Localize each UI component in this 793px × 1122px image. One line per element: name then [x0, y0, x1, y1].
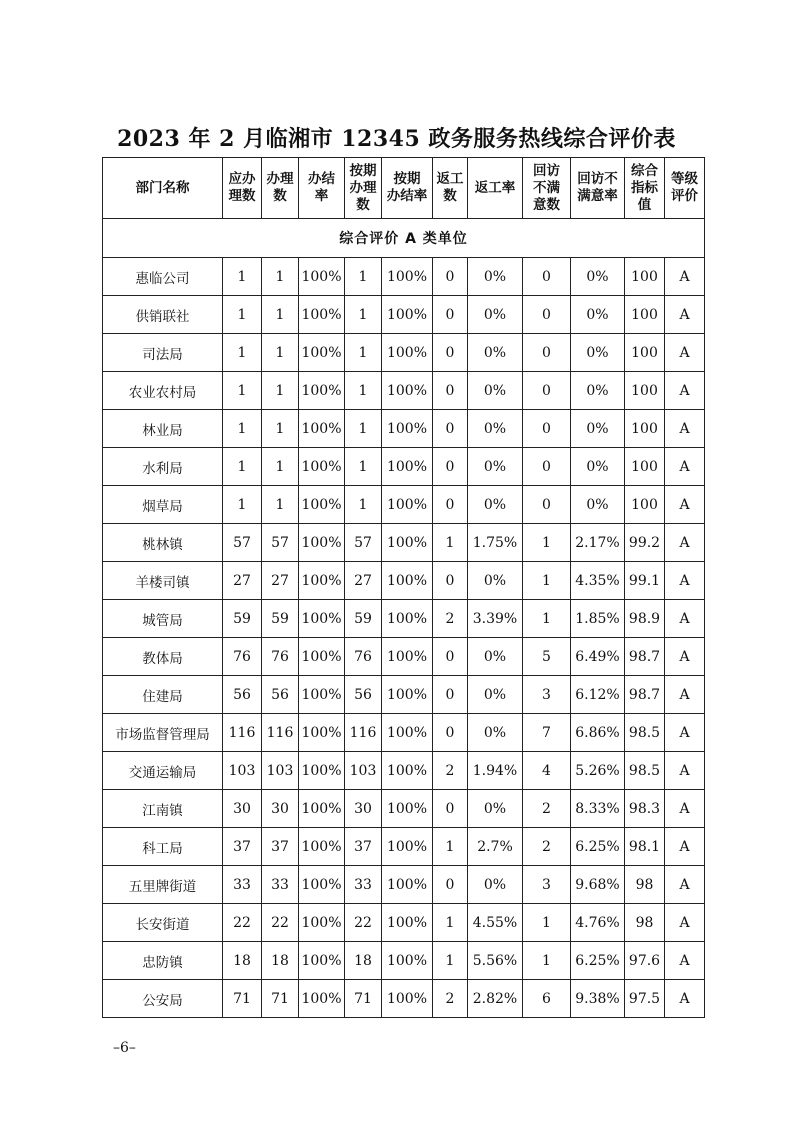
table-cell: 59: [223, 600, 262, 638]
table-cell: 76: [262, 638, 299, 676]
table-cell: 0: [433, 676, 468, 714]
table-cell: 1: [345, 258, 382, 296]
table-cell: 100%: [382, 600, 433, 638]
table-cell: A: [665, 638, 705, 676]
table-cell: 100%: [382, 828, 433, 866]
table-cell: 6.12%: [571, 676, 625, 714]
table-cell: 100%: [382, 448, 433, 486]
table-cell: 100%: [299, 866, 345, 904]
table-cell: 4.76%: [571, 904, 625, 942]
table-cell: 0%: [571, 410, 625, 448]
table-cell: 100%: [299, 904, 345, 942]
dept-name-cell: 市场监督管理局: [103, 714, 223, 752]
table-cell: 0: [523, 258, 571, 296]
dept-name-cell: 长安街道: [103, 904, 223, 942]
table-cell: 116: [262, 714, 299, 752]
table-cell: 33: [223, 866, 262, 904]
table-cell: 1: [262, 372, 299, 410]
table-cell: A: [665, 486, 705, 524]
table-cell: 100%: [299, 334, 345, 372]
table-cell: 100%: [299, 296, 345, 334]
table-cell: 100%: [299, 486, 345, 524]
table-cell: 2: [433, 752, 468, 790]
table-cell: 37: [345, 828, 382, 866]
table-cell: 1: [523, 942, 571, 980]
table-row: [103, 904, 705, 942]
table-cell: 1: [262, 448, 299, 486]
table-cell: 1: [345, 334, 382, 372]
table-row: [103, 942, 705, 980]
table-cell: A: [665, 562, 705, 600]
table-cell: 1.75%: [468, 524, 523, 562]
table-cell: 100%: [299, 676, 345, 714]
col-header-dept-name: 部门名称: [103, 158, 223, 219]
table-cell: 1: [223, 334, 262, 372]
table-row: [103, 752, 705, 790]
table-cell: 2: [523, 790, 571, 828]
table-cell: A: [665, 372, 705, 410]
col-header-grade: 等级 评价: [665, 158, 705, 219]
table-cell: 100%: [382, 790, 433, 828]
dept-name-cell: 江南镇: [103, 790, 223, 828]
table-cell: 100%: [299, 562, 345, 600]
table-cell: 100%: [299, 410, 345, 448]
table-row: [103, 562, 705, 600]
table-row: [103, 866, 705, 904]
table-cell: 0: [523, 486, 571, 524]
table-cell: 100%: [299, 714, 345, 752]
table-cell: 2: [523, 828, 571, 866]
table-cell: 103: [262, 752, 299, 790]
table-cell: 100%: [382, 334, 433, 372]
table-cell: 0: [433, 638, 468, 676]
table-cell: 57: [262, 524, 299, 562]
table-cell: 1: [345, 410, 382, 448]
table-cell: 2.82%: [468, 980, 523, 1018]
col-header-ontime-rate: 按期 办结率: [382, 158, 433, 219]
table-cell: 0%: [468, 258, 523, 296]
table-cell: 97.5: [625, 980, 665, 1018]
table-cell: 1: [345, 486, 382, 524]
table-cell: 1: [523, 562, 571, 600]
table-cell: 57: [223, 524, 262, 562]
table-cell: 1: [223, 296, 262, 334]
table-cell: 0%: [571, 296, 625, 334]
table-cell: 100%: [382, 638, 433, 676]
table-row: [103, 790, 705, 828]
table-cell: 0: [433, 562, 468, 600]
table-cell: 0: [433, 714, 468, 752]
table-cell: 22: [345, 904, 382, 942]
table-cell: 30: [262, 790, 299, 828]
table-cell: 4.55%: [468, 904, 523, 942]
table-cell: 56: [223, 676, 262, 714]
table-cell: 0: [523, 334, 571, 372]
table-cell: 0%: [468, 334, 523, 372]
table-row: [103, 638, 705, 676]
table-cell: 100%: [382, 866, 433, 904]
table-row: [103, 296, 705, 334]
table-cell: 2: [433, 600, 468, 638]
table-cell: A: [665, 980, 705, 1018]
dept-name-cell: 交通运输局: [103, 752, 223, 790]
table-cell: A: [665, 524, 705, 562]
table-cell: 0%: [468, 714, 523, 752]
table-cell: 1: [262, 258, 299, 296]
table-cell: 100%: [299, 524, 345, 562]
table-cell: 9.38%: [571, 980, 625, 1018]
table-cell: 37: [223, 828, 262, 866]
table-cell: 0: [523, 372, 571, 410]
dept-name-cell: 住建局: [103, 676, 223, 714]
table-cell: A: [665, 866, 705, 904]
table-cell: 2.7%: [468, 828, 523, 866]
table-cell: 0%: [571, 258, 625, 296]
table-cell: 56: [262, 676, 299, 714]
table-cell: 100%: [299, 942, 345, 980]
table-cell: A: [665, 334, 705, 372]
table-cell: A: [665, 296, 705, 334]
table-cell: 116: [223, 714, 262, 752]
table-cell: 116: [345, 714, 382, 752]
table-cell: 0: [523, 410, 571, 448]
section-row: [103, 219, 705, 258]
table-cell: 0%: [571, 486, 625, 524]
table-cell: 98.1: [625, 828, 665, 866]
table-row: [103, 714, 705, 752]
table-cell: 1: [523, 524, 571, 562]
table-cell: 100%: [299, 448, 345, 486]
table-cell: 0: [433, 258, 468, 296]
table-cell: 59: [345, 600, 382, 638]
table-cell: 0: [433, 296, 468, 334]
col-header-dissatisfied-rate: 回访不 满意率: [571, 158, 625, 219]
section-title: 综合评价 A 类单位: [103, 219, 705, 258]
table-cell: 99.2: [625, 524, 665, 562]
table-cell: 100%: [382, 524, 433, 562]
table-row: [103, 828, 705, 866]
table-cell: A: [665, 676, 705, 714]
table-cell: 0: [523, 296, 571, 334]
table-cell: 3: [523, 866, 571, 904]
table-cell: 1: [223, 258, 262, 296]
table-cell: 1: [223, 410, 262, 448]
table-cell: 5.56%: [468, 942, 523, 980]
table-cell: A: [665, 752, 705, 790]
table-cell: 0: [433, 372, 468, 410]
table-cell: 18: [223, 942, 262, 980]
table-cell: 1: [262, 296, 299, 334]
table-cell: A: [665, 904, 705, 942]
table-cell: 56: [345, 676, 382, 714]
table-cell: A: [665, 600, 705, 638]
table-cell: 6.86%: [571, 714, 625, 752]
table-cell: A: [665, 942, 705, 980]
dept-name-cell: 林业局: [103, 410, 223, 448]
col-header-ontime-count: 按期 办理 数: [345, 158, 382, 219]
table-cell: 100%: [299, 372, 345, 410]
table-cell: 100%: [382, 714, 433, 752]
table-cell: 0%: [468, 866, 523, 904]
col-header-rework-rate: 返工率: [468, 158, 523, 219]
table-cell: 5.26%: [571, 752, 625, 790]
table-cell: 4: [523, 752, 571, 790]
table-cell: 0%: [468, 296, 523, 334]
table-cell: A: [665, 258, 705, 296]
table-cell: 0: [433, 334, 468, 372]
table-cell: 0: [433, 486, 468, 524]
table-cell: 0%: [468, 486, 523, 524]
table-cell: 1: [223, 372, 262, 410]
table-cell: 0%: [468, 372, 523, 410]
page-number: –6–: [113, 1040, 136, 1056]
table-cell: 0%: [468, 562, 523, 600]
table-cell: 8.33%: [571, 790, 625, 828]
table-cell: 5: [523, 638, 571, 676]
table-cell: 98.5: [625, 752, 665, 790]
table-cell: 100%: [382, 562, 433, 600]
table-cell: 22: [223, 904, 262, 942]
table-row: [103, 980, 705, 1018]
table-cell: 27: [262, 562, 299, 600]
table-cell: 33: [345, 866, 382, 904]
table-cell: 0%: [468, 448, 523, 486]
table-cell: 71: [223, 980, 262, 1018]
table-cell: 37: [262, 828, 299, 866]
table-cell: 100: [625, 372, 665, 410]
table-cell: 100%: [299, 790, 345, 828]
table-cell: 1: [223, 486, 262, 524]
col-header-dissatisfied-count: 回访 不满 意数: [523, 158, 571, 219]
table-cell: 99.1: [625, 562, 665, 600]
dept-name-cell: 城管局: [103, 600, 223, 638]
table-cell: 1.85%: [571, 600, 625, 638]
table-cell: 1: [523, 904, 571, 942]
col-header-due-count: 应办 理数: [223, 158, 262, 219]
table-cell: 100%: [382, 296, 433, 334]
table-cell: 27: [223, 562, 262, 600]
table-cell: 0%: [468, 638, 523, 676]
table-cell: 0%: [571, 372, 625, 410]
table-cell: 103: [345, 752, 382, 790]
table-cell: A: [665, 790, 705, 828]
table-cell: 100%: [299, 600, 345, 638]
table-cell: 0: [433, 410, 468, 448]
dept-name-cell: 水利局: [103, 448, 223, 486]
table-row: [103, 372, 705, 410]
table-cell: 100: [625, 486, 665, 524]
table-cell: 1: [433, 904, 468, 942]
table-cell: 22: [262, 904, 299, 942]
table-cell: 27: [345, 562, 382, 600]
table-cell: 4.35%: [571, 562, 625, 600]
table-cell: 1: [433, 828, 468, 866]
table-row: [103, 486, 705, 524]
table-cell: 98.9: [625, 600, 665, 638]
dept-name-cell: 五里牌街道: [103, 866, 223, 904]
table-cell: 18: [345, 942, 382, 980]
table-cell: 0: [433, 790, 468, 828]
table-cell: 100%: [382, 410, 433, 448]
table-cell: 1: [433, 524, 468, 562]
table-cell: A: [665, 410, 705, 448]
table-cell: 33: [262, 866, 299, 904]
header-row: [103, 158, 705, 219]
table-cell: 100: [625, 334, 665, 372]
table-cell: 0: [433, 448, 468, 486]
table-cell: 6: [523, 980, 571, 1018]
table-cell: 98.3: [625, 790, 665, 828]
dept-name-cell: 科工局: [103, 828, 223, 866]
table-row: [103, 258, 705, 296]
table-cell: 1: [345, 448, 382, 486]
dept-name-cell: 供销联社: [103, 296, 223, 334]
table-cell: 1: [262, 486, 299, 524]
table-row: [103, 410, 705, 448]
table-cell: 57: [345, 524, 382, 562]
table-cell: 0%: [468, 676, 523, 714]
table-cell: 0%: [468, 790, 523, 828]
table-cell: 98.5: [625, 714, 665, 752]
table-cell: 100%: [382, 676, 433, 714]
col-header-handled-count: 办理 数: [262, 158, 299, 219]
table-cell: 100: [625, 448, 665, 486]
table-cell: 71: [345, 980, 382, 1018]
table-cell: 1: [223, 448, 262, 486]
table-cell: 6.25%: [571, 828, 625, 866]
col-header-composite-index: 综合 指标 值: [625, 158, 665, 219]
table-cell: 100%: [299, 752, 345, 790]
table-cell: 100%: [299, 258, 345, 296]
table-cell: 98: [625, 866, 665, 904]
table-cell: 100%: [382, 942, 433, 980]
table-cell: 97.6: [625, 942, 665, 980]
dept-name-cell: 桃林镇: [103, 524, 223, 562]
table-cell: 100: [625, 410, 665, 448]
table-cell: A: [665, 714, 705, 752]
dept-name-cell: 公安局: [103, 980, 223, 1018]
table-cell: 98.7: [625, 638, 665, 676]
table-cell: 1.94%: [468, 752, 523, 790]
table-cell: A: [665, 828, 705, 866]
table-row: [103, 524, 705, 562]
table-cell: 100%: [382, 258, 433, 296]
table-cell: 6.25%: [571, 942, 625, 980]
table-cell: 30: [345, 790, 382, 828]
table-cell: A: [665, 448, 705, 486]
table-cell: 1: [262, 334, 299, 372]
table-cell: 0: [523, 448, 571, 486]
table-cell: 103: [223, 752, 262, 790]
table-cell: 0: [433, 866, 468, 904]
table-cell: 1: [262, 410, 299, 448]
page-title: 2023 年 2 月临湘市 12345 政务服务热线综合评价表: [117, 126, 676, 152]
dept-name-cell: 忠防镇: [103, 942, 223, 980]
table-cell: 2: [433, 980, 468, 1018]
table-cell: 7: [523, 714, 571, 752]
table-cell: 2.17%: [571, 524, 625, 562]
table-cell: 100%: [382, 980, 433, 1018]
table-cell: 100: [625, 258, 665, 296]
table-cell: 1: [345, 296, 382, 334]
dept-name-cell: 农业农村局: [103, 372, 223, 410]
table-cell: 6.49%: [571, 638, 625, 676]
col-header-rework-count: 返工 数: [433, 158, 468, 219]
table-cell: 100%: [299, 828, 345, 866]
table-cell: 71: [262, 980, 299, 1018]
table-cell: 100%: [299, 638, 345, 676]
table-cell: 98.7: [625, 676, 665, 714]
table-cell: 100%: [382, 486, 433, 524]
dept-name-cell: 烟草局: [103, 486, 223, 524]
table-cell: 100: [625, 296, 665, 334]
evaluation-table: [102, 157, 705, 1018]
table-cell: 100%: [299, 980, 345, 1018]
dept-name-cell: 教体局: [103, 638, 223, 676]
table-row: [103, 448, 705, 486]
table-cell: 1: [345, 372, 382, 410]
table-cell: 3: [523, 676, 571, 714]
table-cell: 76: [345, 638, 382, 676]
table-row: [103, 600, 705, 638]
dept-name-cell: 惠临公司: [103, 258, 223, 296]
table-cell: 100%: [382, 904, 433, 942]
table-cell: 59: [262, 600, 299, 638]
table-cell: 9.68%: [571, 866, 625, 904]
table-row: [103, 676, 705, 714]
table-cell: 0%: [571, 448, 625, 486]
table-cell: 76: [223, 638, 262, 676]
table-cell: 30: [223, 790, 262, 828]
dept-name-cell: 司法局: [103, 334, 223, 372]
table-cell: 1: [433, 942, 468, 980]
table-row: [103, 334, 705, 372]
table-cell: 1: [523, 600, 571, 638]
table-cell: 100%: [382, 372, 433, 410]
table-cell: 0%: [468, 410, 523, 448]
dept-name-cell: 羊楼司镇: [103, 562, 223, 600]
table-cell: 18: [262, 942, 299, 980]
table-cell: 3.39%: [468, 600, 523, 638]
table-cell: 98: [625, 904, 665, 942]
table-cell: 0%: [571, 334, 625, 372]
col-header-completion-rate: 办结 率: [299, 158, 345, 219]
table-cell: 100%: [382, 752, 433, 790]
